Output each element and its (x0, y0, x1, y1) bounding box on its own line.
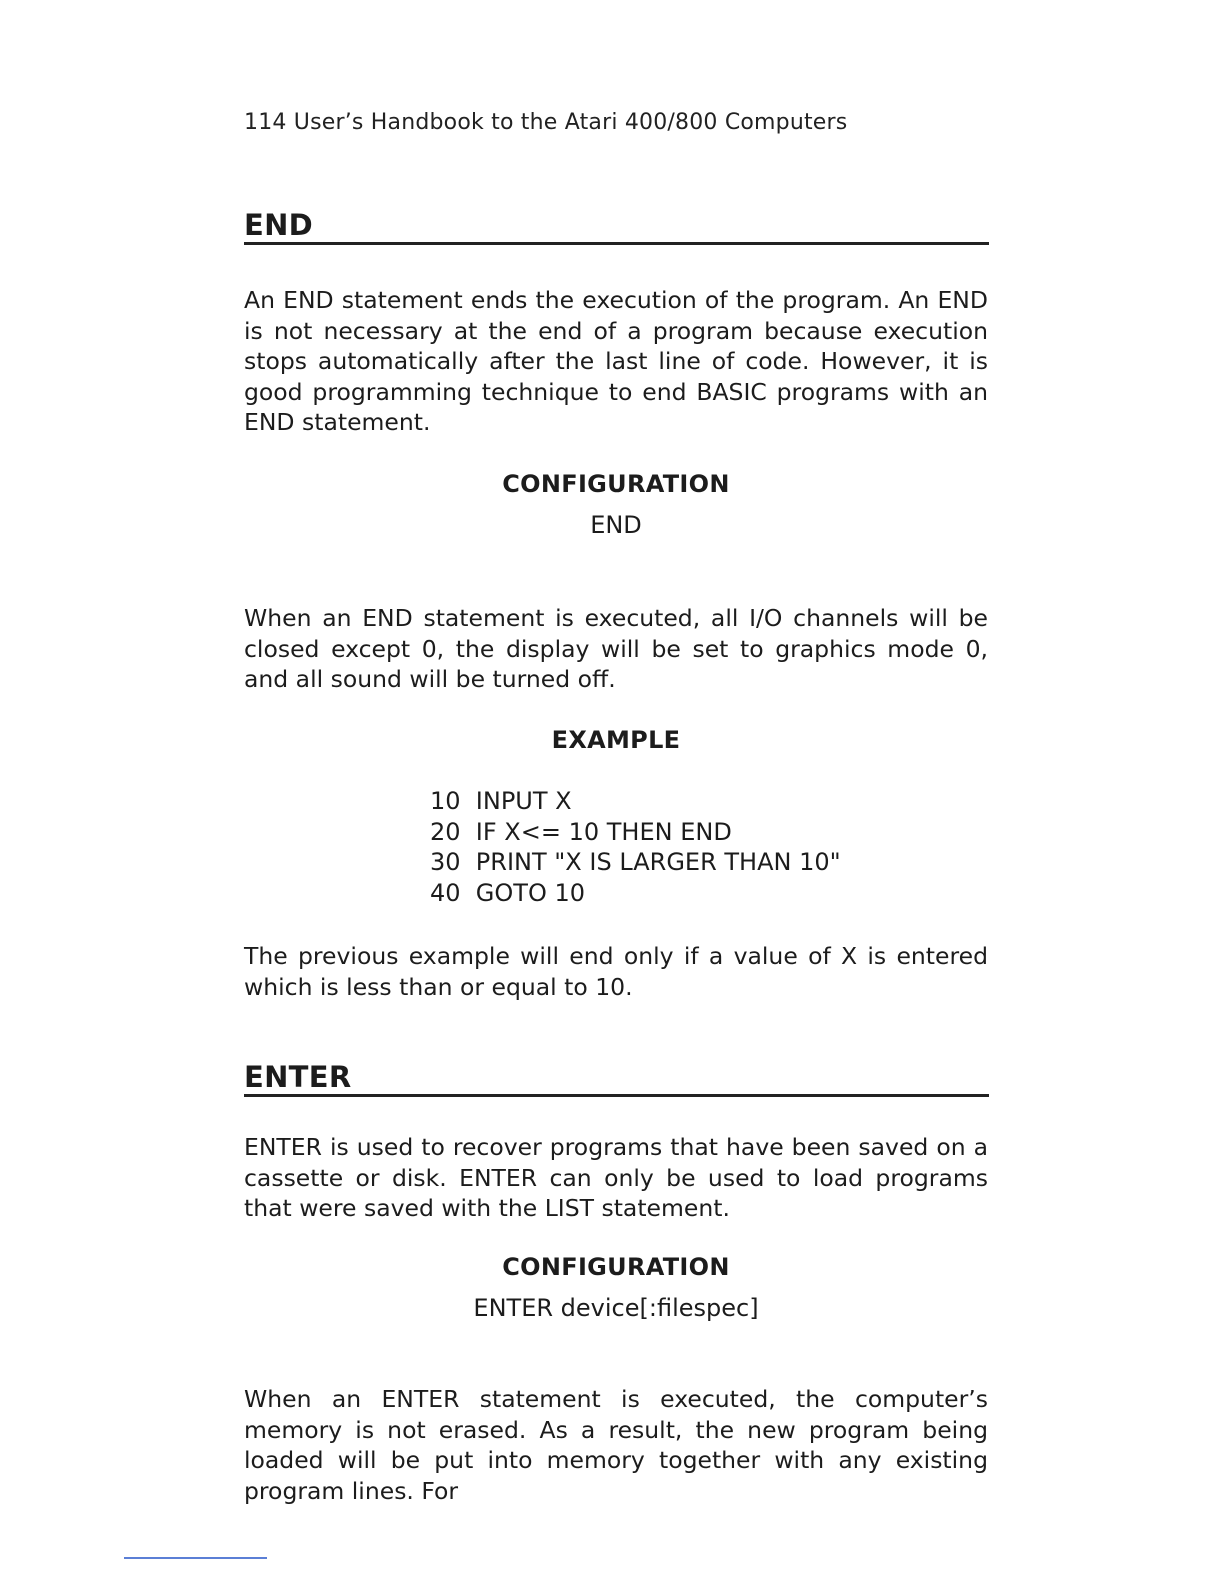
section-title-end: END (244, 208, 989, 245)
running-head: 114 User’s Handbook to the Atari 400/800 Computers (244, 110, 848, 135)
enter-details-paragraph: When an ENTER statement is executed, the computer’s memory is not erased. As a result, the new program being loaded will be put into memory together with any existing program lines. For (244, 1385, 988, 1505)
end-configuration-heading: CONFIGURATION (502, 470, 730, 498)
code-line: 30 PRINT "X IS LARGER THAN 10" (430, 848, 841, 877)
code-line: 40 GOTO 10 (430, 878, 586, 907)
section-title-enter: ENTER (244, 1060, 989, 1097)
end-example-code (430, 786, 841, 908)
end-details-paragraph: When an END statement is executed, all I/O channels will be closed except 0, the display will be set to graphics mode 0, and all sound will be turned off. (244, 604, 988, 694)
end-example-heading: EXAMPLE (551, 726, 681, 754)
enter-configuration-heading: CONFIGURATION (502, 1253, 730, 1281)
code-line: 10 INPUT X (430, 787, 572, 815)
code-line: 20 IF X<= 10 THEN END (430, 817, 732, 846)
end-configuration-syntax: END (590, 511, 642, 539)
bottom-edge-rule (124, 1557, 267, 1559)
enter-intro-paragraph: ENTER is used to recover programs that have been saved on a cassette or disk. ENTER can only be used to load programs that were saved with the LIST statement. (244, 1133, 988, 1223)
end-intro-paragraph: An END statement ends the execution of the program. An END is not necessary at the end of a program because execution stops automatically after the last line of code. However, it is good programming technique to end BASIC programs with an END statement. (244, 286, 988, 437)
enter-configuration-syntax: ENTER device[:filespec] (473, 1294, 759, 1322)
end-example-note: The previous example will end only if a value of X is entered which is less than or equal to 10. (244, 942, 988, 1001)
